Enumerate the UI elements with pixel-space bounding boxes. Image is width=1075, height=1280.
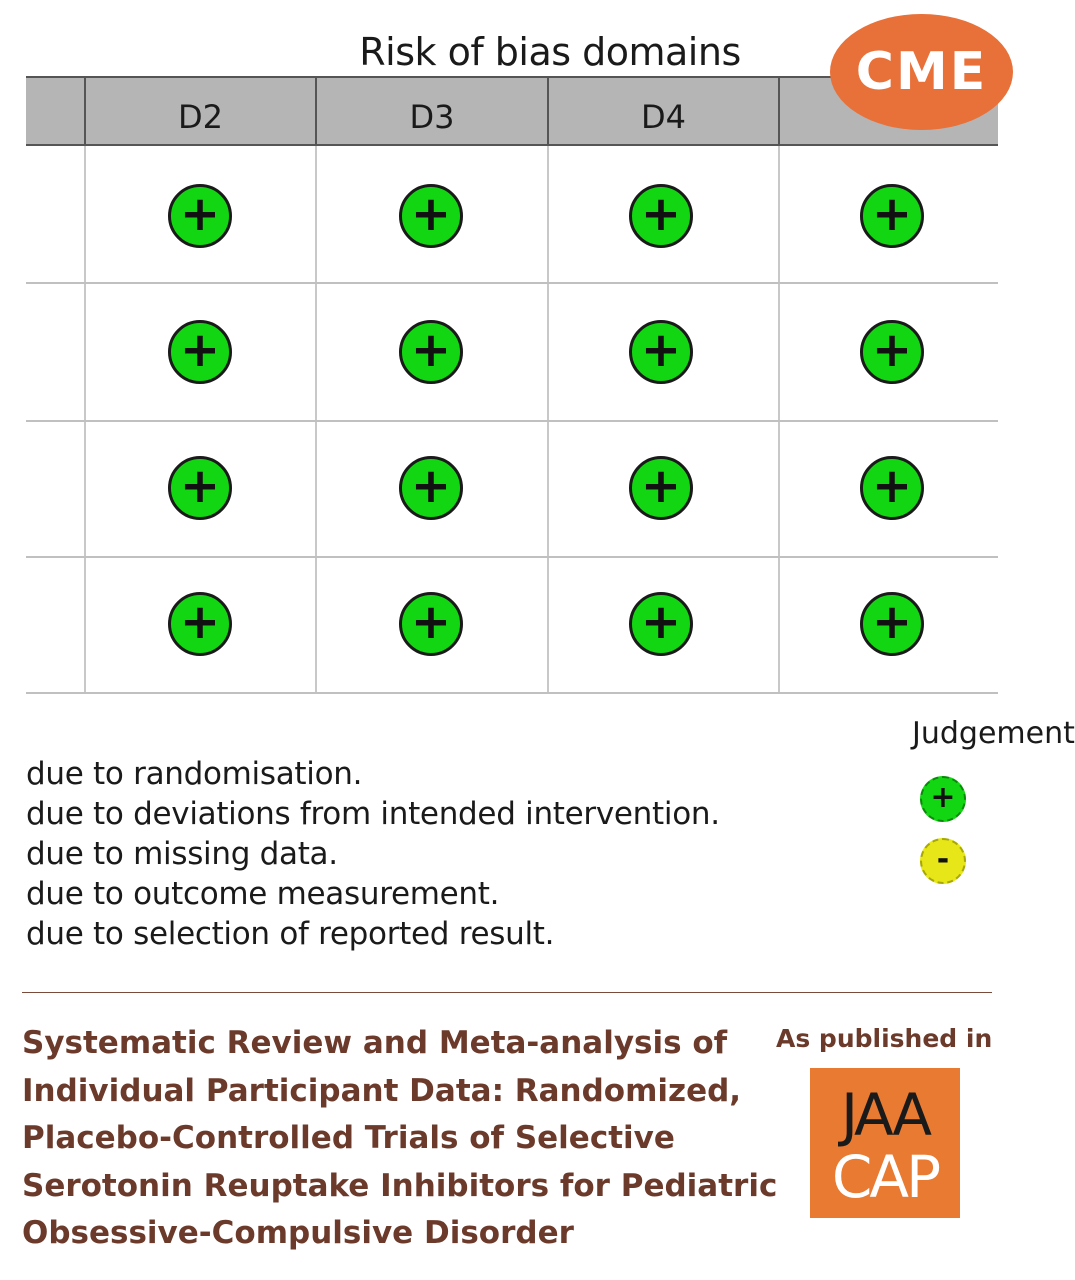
judgement-low-risk	[399, 456, 463, 520]
judgement-low-risk	[629, 592, 693, 656]
cme-badge	[830, 14, 1013, 130]
plus-icon: +	[640, 594, 682, 650]
legend-line: due to outcome measurement.	[26, 876, 500, 912]
journal-logo-line1: JAA	[840, 1081, 930, 1149]
section-divider	[22, 992, 992, 993]
judgement-low-risk	[168, 456, 232, 520]
plus-icon: +	[871, 458, 913, 514]
header-divider	[84, 76, 86, 146]
grid-line	[26, 556, 998, 558]
domain-header-d3: D3	[409, 98, 455, 136]
published-label: As published in	[776, 1024, 993, 1053]
journal-logo-line2: CAP	[831, 1143, 939, 1211]
article-title[interactable]: Systematic Review and Meta-analysis of Individual Participant Data: Randomized, Placebo-Controlled Trials of Selective Serotonin Reuptake Inhibitors for Pediatric Obsessive-Compulsive Disorder	[22, 1025, 778, 1251]
judgement-low-risk	[168, 320, 232, 384]
cme-badge-label: CME	[855, 42, 988, 102]
figure-title: Risk of bias domains	[359, 30, 741, 74]
plus-icon: +	[640, 322, 682, 378]
plus-icon: +	[410, 458, 452, 514]
plus-icon: +	[179, 594, 221, 650]
judgement-low-risk	[860, 320, 924, 384]
plus-icon: +	[179, 322, 221, 378]
grid-line	[26, 282, 998, 284]
judgement-low-risk	[399, 320, 463, 384]
judgement-low-risk	[399, 592, 463, 656]
plus-icon: +	[871, 594, 913, 650]
judgement-low-risk	[860, 592, 924, 656]
judgement-low-risk	[629, 456, 693, 520]
legend-line: due to selection of reported result.	[26, 916, 555, 952]
domain-header-d4: D4	[641, 98, 686, 136]
judgement-key-title: Judgement	[912, 716, 1075, 751]
judgement-low-risk	[399, 184, 463, 248]
plus-icon: +	[640, 186, 682, 242]
plus-icon: +	[930, 779, 956, 815]
judgement-low-risk	[168, 592, 232, 656]
judgement-low-risk	[629, 320, 693, 384]
journal-logo[interactable]	[810, 1068, 960, 1218]
plus-icon: +	[871, 186, 913, 242]
judgement-low-risk	[860, 456, 924, 520]
key-low-risk	[920, 776, 966, 822]
judgement-low-risk	[168, 184, 232, 248]
plus-icon: +	[640, 458, 682, 514]
plus-icon: +	[410, 322, 452, 378]
plus-icon: +	[179, 186, 221, 242]
grid-line	[26, 692, 998, 694]
header-divider	[547, 76, 549, 146]
legend-line: due to deviations from intended intervention.	[26, 796, 720, 832]
plus-icon: +	[410, 186, 452, 242]
plus-icon: +	[871, 322, 913, 378]
header-divider	[778, 76, 780, 146]
domain-header-d2: D2	[178, 98, 223, 136]
header-divider	[315, 76, 317, 146]
plus-icon: +	[410, 594, 452, 650]
grid-line	[26, 420, 998, 422]
minus-icon: -	[936, 841, 950, 877]
judgement-low-risk	[629, 184, 693, 248]
key-some-concerns	[920, 838, 966, 884]
legend-line: due to randomisation.	[26, 756, 363, 792]
legend-line: due to missing data.	[26, 836, 338, 872]
plus-icon: +	[179, 458, 221, 514]
judgement-low-risk	[860, 184, 924, 248]
